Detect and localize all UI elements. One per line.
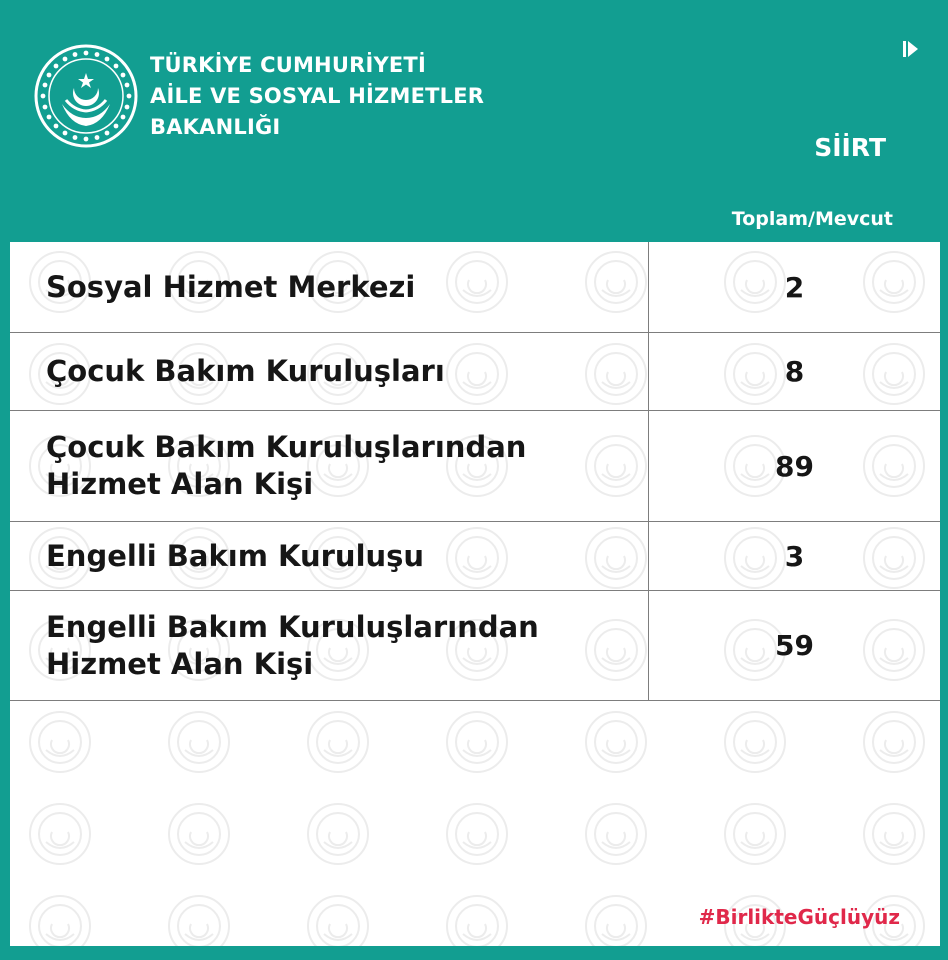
row-label: [10, 333, 649, 410]
row-label-line1: Engelli Bakım Kuruluşlarından: [46, 609, 539, 644]
row-value: 3: [784, 539, 805, 573]
ministry-name-line2: AİLE VE SOSYAL HİZMETLER: [150, 84, 485, 108]
row-label-line1: Çocuk Bakım Kuruluşlarından: [46, 430, 527, 464]
row-label: [10, 242, 649, 332]
ministry-emblem-icon: [34, 44, 138, 148]
hashtag[interactable]: #BirlikteGüçlüyüz: [698, 905, 900, 929]
ministry-name-line1: TÜRKİYE CUMHURİYETİ: [150, 53, 426, 77]
ministry-name-line3: BAKANLIĞI: [150, 115, 281, 139]
ministry-name: [150, 50, 484, 143]
header-banner: [0, 0, 948, 244]
row-label-line2: Hizmet Alan Kişi: [46, 646, 314, 681]
city-title: SİİRT: [814, 133, 886, 162]
row-label: [10, 591, 649, 700]
row-value: 89: [775, 449, 814, 483]
row-value: 8: [784, 355, 805, 388]
row-label: [10, 411, 649, 521]
column-header: Toplam/Mevcut: [731, 208, 893, 230]
table-row: [10, 411, 940, 522]
row-label-line1: Sosyal Hizmet Merkezi: [46, 269, 416, 304]
row-label-line1: Engelli Bakım Kuruluşu: [46, 538, 425, 573]
stats-panel: [10, 242, 940, 946]
play-icon[interactable]: [903, 40, 919, 58]
table-row: [10, 522, 940, 591]
row-value: 59: [775, 629, 814, 662]
table-row: [10, 242, 940, 333]
stats-table: [10, 242, 940, 701]
table-row: [10, 591, 940, 701]
row-label: [10, 522, 649, 590]
row-value: 2: [784, 270, 805, 304]
row-label-line1: Çocuk Bakım Kuruluşları: [46, 354, 445, 388]
row-label-line2: Hizmet Alan Kişi: [46, 467, 314, 501]
table-row: [10, 333, 940, 411]
